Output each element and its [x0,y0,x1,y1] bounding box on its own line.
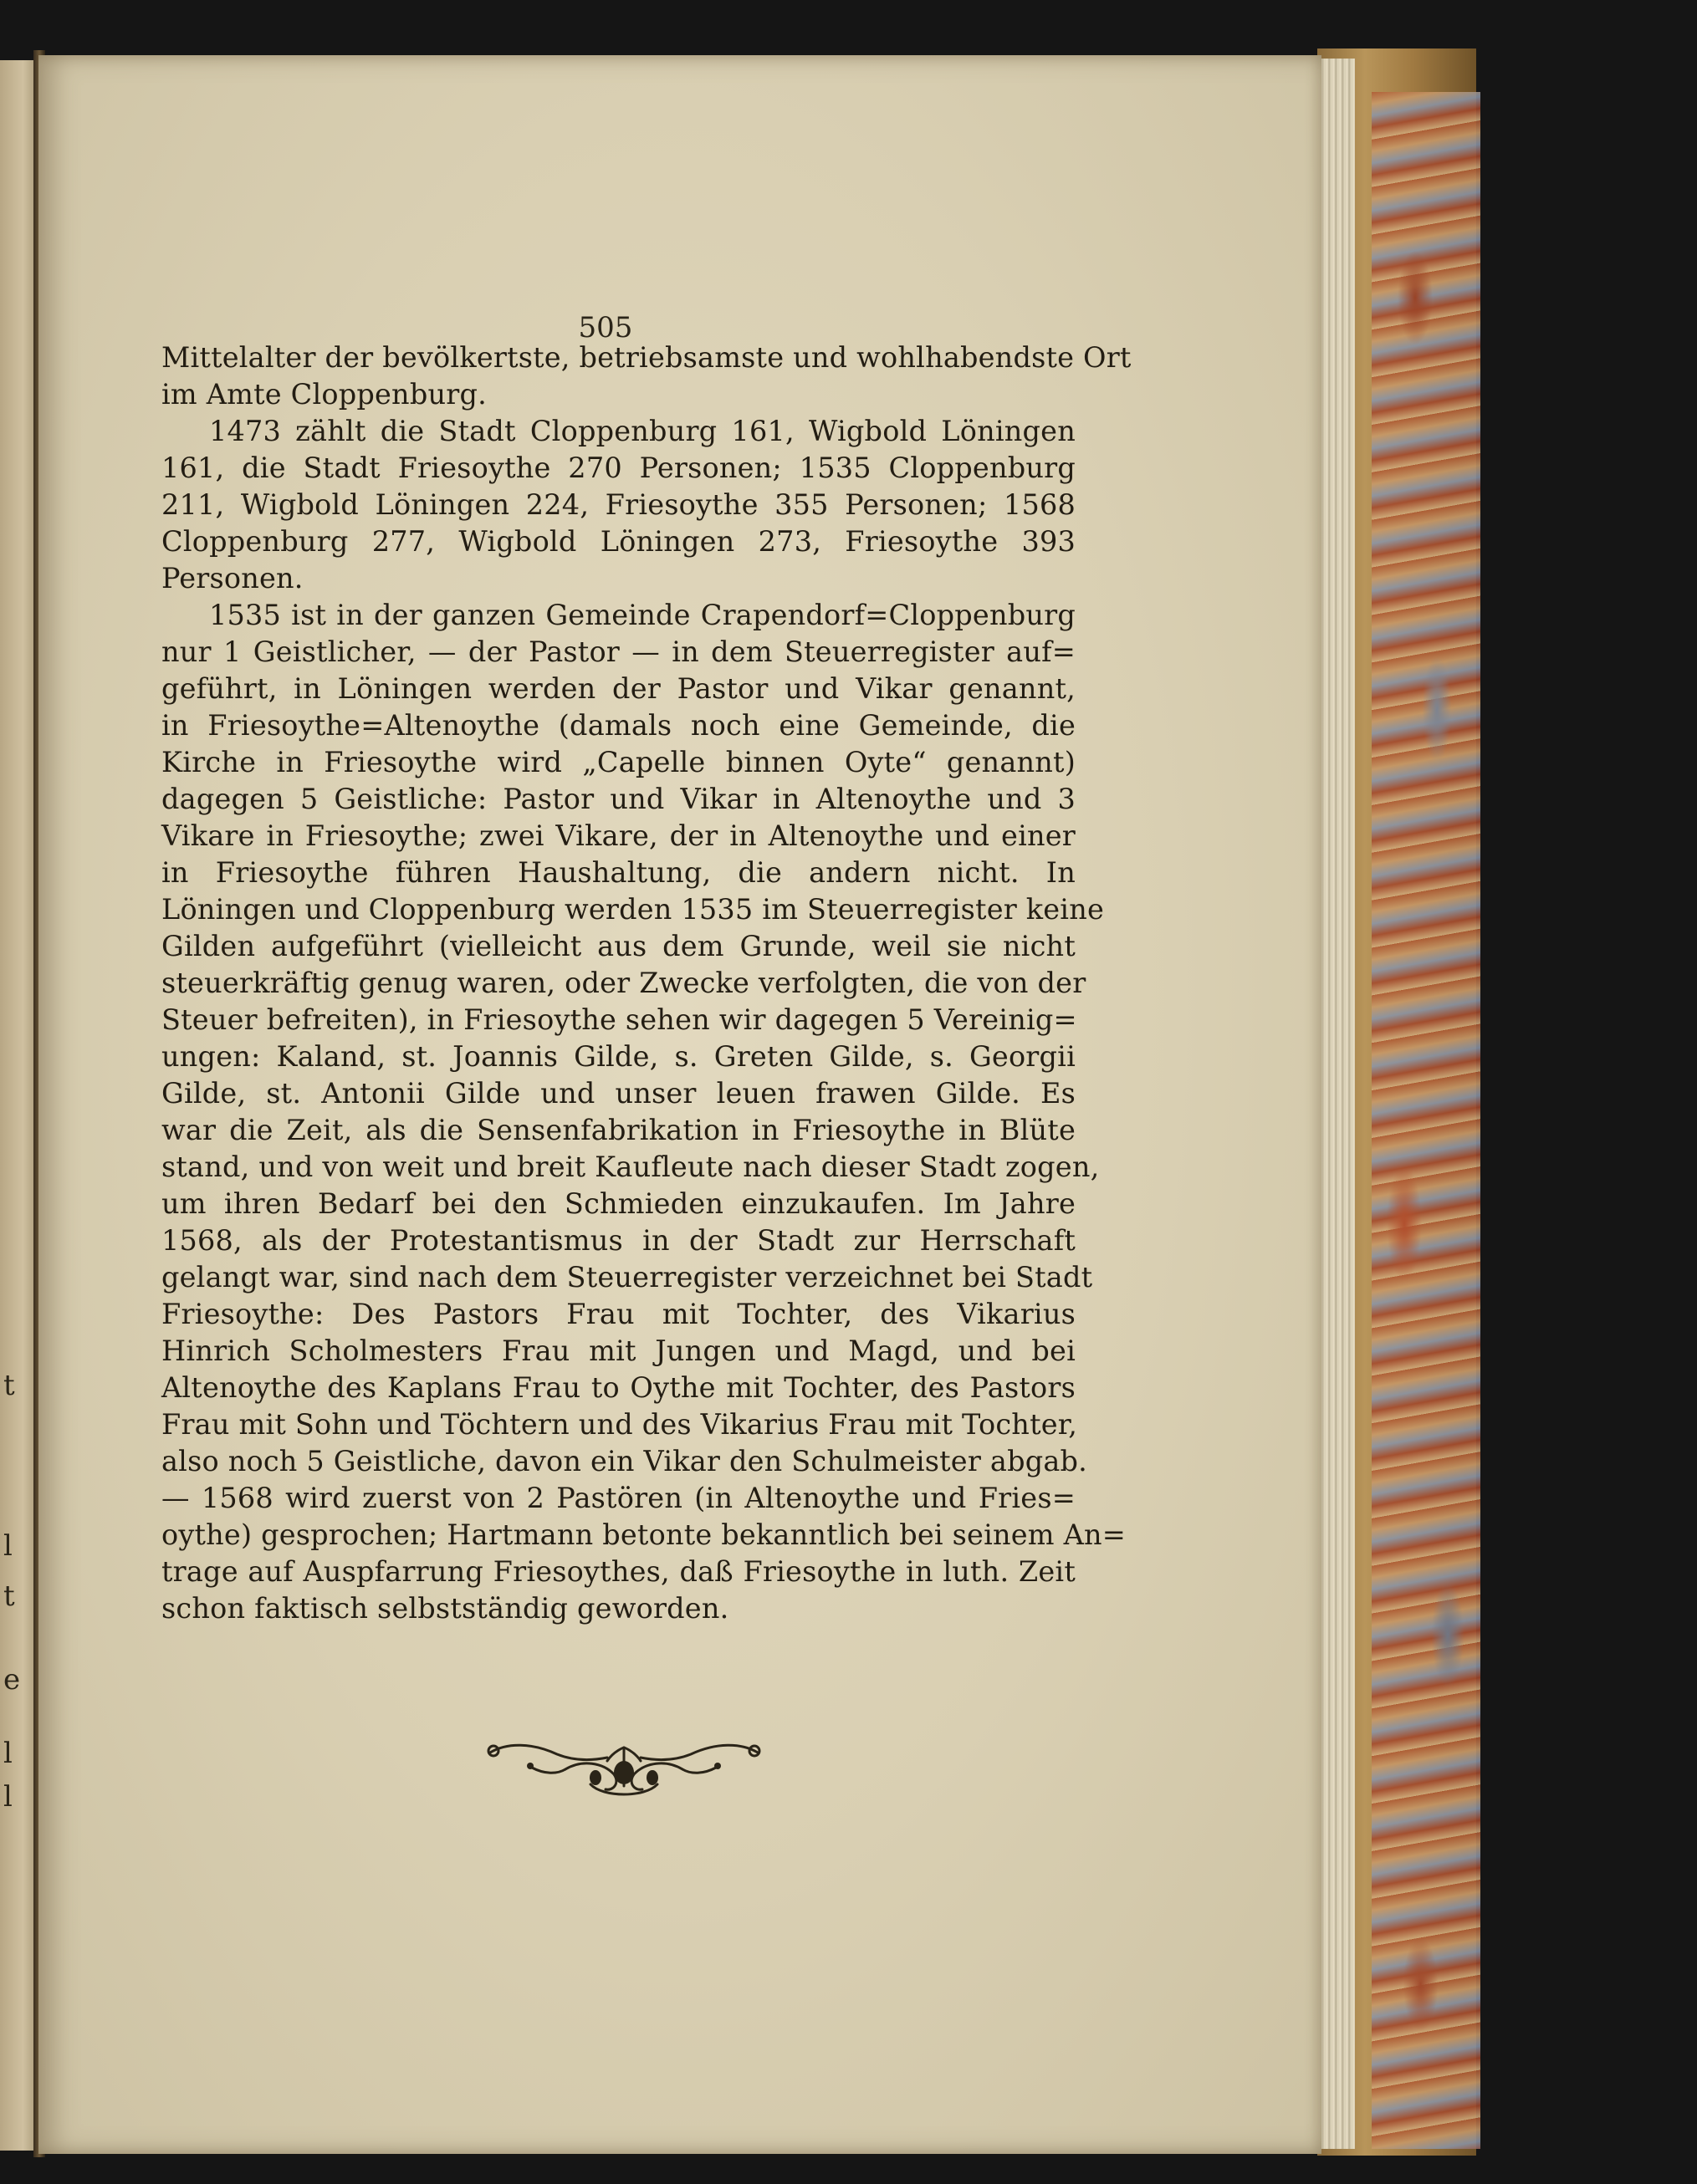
marbled-endpaper [1372,92,1480,2149]
text-line: stand, und von weit und breit Kaufleute nach dieser Stadt zogen, [161,1151,1100,1183]
text-line: oythe) gesprochen; Hartmann betonte bekanntlich bei seinem An= [161,1518,1127,1551]
left-page-fragment: l [3,1529,13,1563]
text-line: Frau mit Sohn und Töchtern und des Vikarius Frau mit Tochter, [161,1408,1078,1441]
text-line: dagegen 5 Geistliche: Pastor und Vikar in Altenoythe und 3 [161,783,1076,815]
text-line: gelangt war, sind nach dem Steuerregister verzeichnet bei Stadt [161,1261,1093,1294]
text-line: Steuer befreiten), in Friesoythe sehen wir dagegen 5 Vereinig= [161,1003,1077,1036]
text-line: Personen. [161,562,304,594]
text-line: Friesoythe: Des Pastors Frau mit Tochter, des Vikarius [161,1298,1076,1330]
left-page-fragment: l [3,1780,13,1814]
text-line: — 1568 wird zuerst von 2 Pastören (in Altenoythe und Fries= [161,1482,1076,1514]
text-line: in Friesoythe=Altenoythe (damals noch eine Gemeinde, die [161,709,1076,742]
text-line: also noch 5 Geistliche, davon ein Vikar den Schulmeister abgab. [161,1445,1088,1477]
text-line: schon faktisch selbstständig geworden. [161,1592,729,1625]
left-page-fragment: e [3,1663,21,1697]
text-line: geführt, in Löningen werden der Pastor und Vikar genannt, [161,672,1076,705]
left-page-fragment: t [3,1369,15,1402]
text-line: Hinrich Scholmesters Frau mit Jungen und Magd, und bei [161,1334,1076,1367]
left-page-fragment: l [3,1737,13,1770]
text-line: steuerkräftig genug waren, oder Zwecke verfolgten, die von der [161,967,1086,999]
text-line: 1473 zählt die Stadt Cloppenburg 161, Wigbold Löningen [209,415,1076,447]
text-line: Vikare in Friesoythe; zwei Vikare, der in Altenoythe und einer [161,819,1076,852]
book-page [38,55,1321,2154]
text-line: im Amte Cloppenburg. [161,378,487,411]
text-line: 211, Wigbold Löningen 224, Friesoythe 355 Personen; 1568 [161,488,1076,521]
text-line: Gilden aufgeführt (vielleicht aus dem Grunde, weil sie nicht [161,930,1076,962]
text-line: war die Zeit, als die Sensenfabrikation in Friesoythe in Blüte [161,1114,1076,1146]
text-line: Altenoythe des Kaplans Frau to Oythe mit Tochter, des Pastors [161,1371,1076,1404]
text-line: nur 1 Geistlicher, — der Pastor — in dem Steuerregister auf= [161,635,1076,668]
text-line: 1568, als der Protestantismus in der Stadt zur Herrschaft [161,1224,1076,1257]
decorative-ornament-icon [482,1736,766,1804]
left-page-fragment: t [3,1579,15,1613]
text-line: Gilde, st. Antonii Gilde und unser leuen frawen Gilde. Es [161,1077,1076,1110]
text-line: Löningen und Cloppenburg werden 1535 im Steuerregister keine [161,893,1105,926]
text-line: Kirche in Friesoythe wird „Capelle binnen Oyte“ genannt) [161,746,1076,778]
text-line: in Friesoythe führen Haushaltung, die andern nicht. In [161,856,1076,889]
text-line: Mittelalter der bevölkertste, betriebsamste und wohlhabendste Ort [161,341,1132,374]
text-line: um ihren Bedarf bei den Schmieden einzukaufen. Im Jahre [161,1187,1076,1220]
text-line: trage auf Auspfarrung Friesoythes, daß Friesoythe in luth. Zeit [161,1555,1076,1588]
page-number: 505 [578,311,633,344]
text-line: ungen: Kaland, st. Joannis Gilde, s. Greten Gilde, s. Georgii [161,1040,1076,1073]
text-line: Cloppenburg 277, Wigbold Löningen 273, Friesoythe 393 [161,525,1076,558]
text-line: 161, die Stadt Friesoythe 270 Personen; 1535 Cloppenburg [161,452,1076,484]
text-line: 1535 ist in der ganzen Gemeinde Crapendorf=Cloppenburg [209,599,1076,631]
